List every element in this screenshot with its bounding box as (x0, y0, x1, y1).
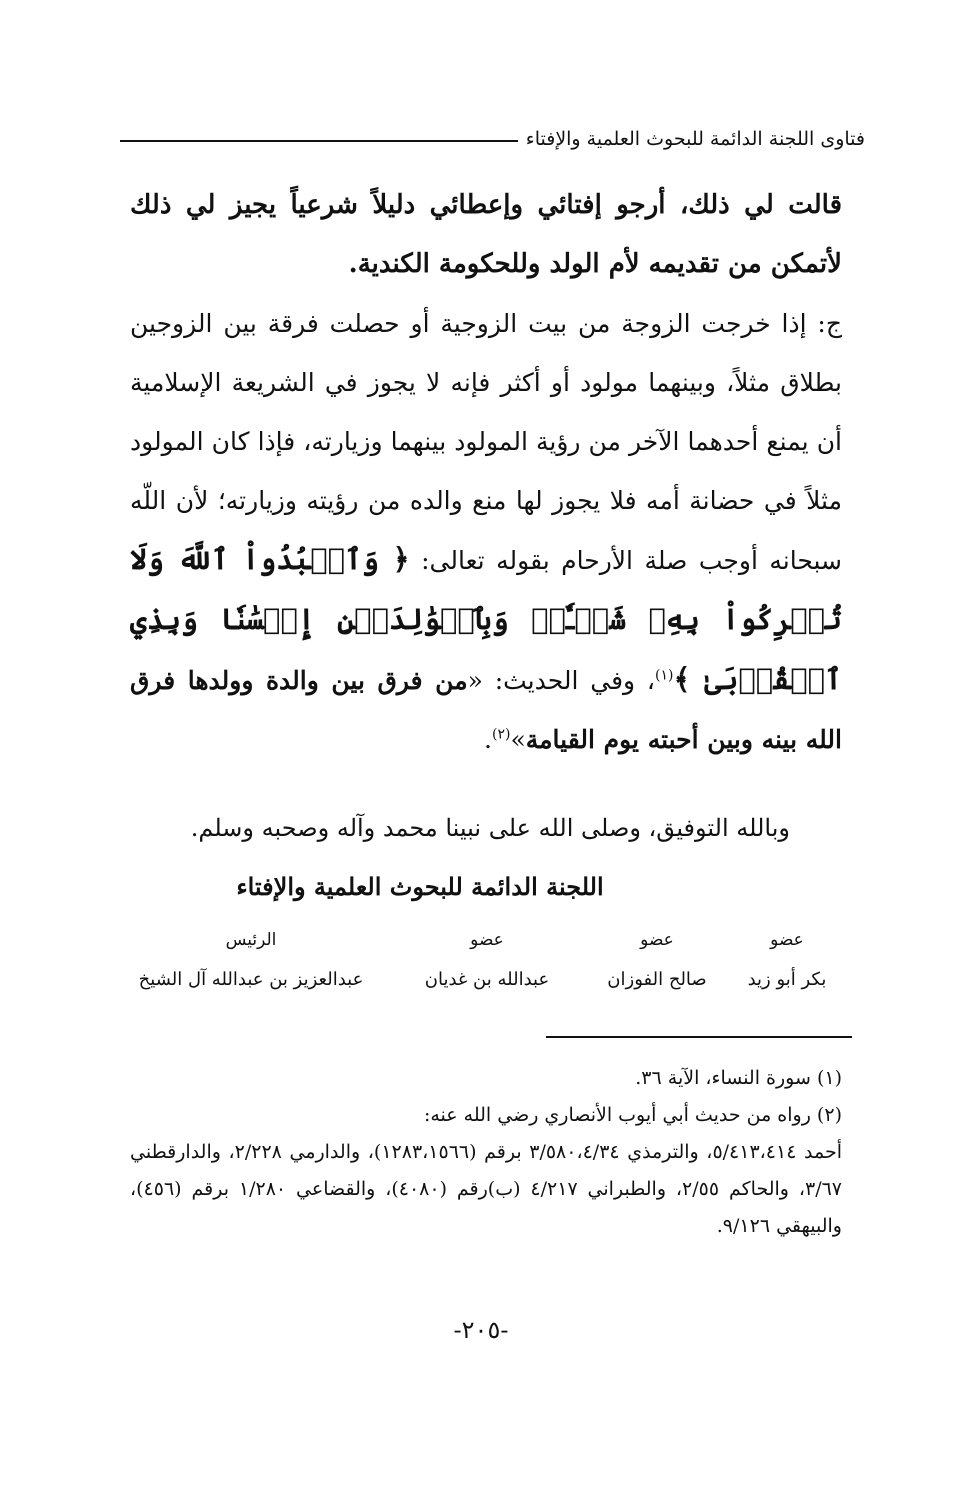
hadith-text: من فرق بين والدة وولدها فرق الله بينه وبين أحبته يوم القيامة (130, 666, 842, 754)
signatory-name: بكر أبو زيد (747, 969, 827, 990)
signatory-name: عبدالعزيز بن عبدالله آل الشيخ (138, 969, 364, 990)
signatory-name: عبدالله بن غديان (424, 969, 550, 990)
footnote-2-intro: (٢) رواه من حديث أبي أيوب الأنصاري رضي الله عنه: (423, 1104, 842, 1126)
footnote-ref-1: (١) (655, 667, 674, 684)
fatwa-body (130, 176, 842, 769)
footnotes (130, 1060, 842, 1245)
signatory-role: عضو (640, 930, 674, 950)
answer-text-4: . (484, 725, 492, 754)
quran-verse: ﴿ وَٱعۡبُدُواْ ٱللَّهَ وَلَا تُشۡرِكُواْ بِهِۦ شَيۡـٔٗاۖ وَبِٱلۡوَٰلِدَيۡنِ إِحۡسَٰنٗا وَبِذِي ٱلۡقُرۡبَىٰ ﴾ (130, 542, 842, 696)
footnote-2-references: أحمد ٥/٤١٣،٤١٤، والترمذي ٣/٥٨٠،٤/٣٤ برقم (١٢٨٣،١٥٦٦)، والدارمي ٢/٢٢٨، والدارقطني ٣/٦٧، والحاكم ٢/٥٥، والطبراني ٤/٢١٧ (ب)رقم (٤٠٨٠)، والقضاعي ١/٢٨٠ برقم (٤٥٦)، والبيهقي ٩/١٢٦. (130, 1141, 843, 1237)
signatory-role: الرئيس (225, 930, 277, 950)
page-number: -٢٠٥- (453, 1316, 509, 1344)
signatory-role: عضو (470, 930, 504, 950)
header-title: فتاوى اللجنة الدائمة للبحوث العلمية والإفتاء (525, 128, 865, 150)
footnote-1: (١) سورة النساء، الآية ٣٦. (635, 1067, 842, 1089)
signatory-name: صالح الفوزان (607, 969, 707, 990)
closing-line: وبالله التوفيق، وصلى الله على نبينا محمد وآله وصحبه وسلم. (190, 814, 790, 842)
answer-text-1: ج: إذا خرجت الزوجة من بيت الزوجية أو حصلت فرقة بين الزوجين بطلاق مثلاً، وبينهما مولود أو أكثر فإنه لا يجوز في الشريعة الإسلامية أن يمنع أحدهما الآخر من رؤية المولود بينهما وزيارته، فإذا كان المولود مثلاً في حضانة أمه فلا يجوز لها منع والده من رؤيته وزيارته؛ لأن اللّه سبحانه أوجب صلة الأرحام بقوله تعالى: (130, 309, 842, 575)
signatories (130, 922, 842, 1002)
answer-paragraph (130, 294, 842, 769)
footnote-ref-2: (٢) (492, 726, 511, 743)
committee-name: اللجنة الدائمة للبحوث العلمية والإفتاء (236, 872, 604, 901)
answer-text-2: ، وفي الحديث: « (467, 666, 655, 695)
signatory (592, 922, 722, 998)
signatory (402, 922, 572, 998)
question-end: قالت لي ذلك، أرجو إفتائي وإعطائي دليلاً شرعياً يجيز لي ذلك لأتمكن من تقديمه لأم الولد وللحكومة الكندية. (130, 190, 842, 279)
running-header (120, 128, 865, 150)
header-rule (120, 140, 518, 142)
footnote-separator (546, 1036, 852, 1038)
signatory-role: عضو (770, 930, 804, 950)
signatory (130, 922, 372, 998)
signatory (732, 922, 842, 998)
answer-text-3: » (510, 725, 526, 754)
